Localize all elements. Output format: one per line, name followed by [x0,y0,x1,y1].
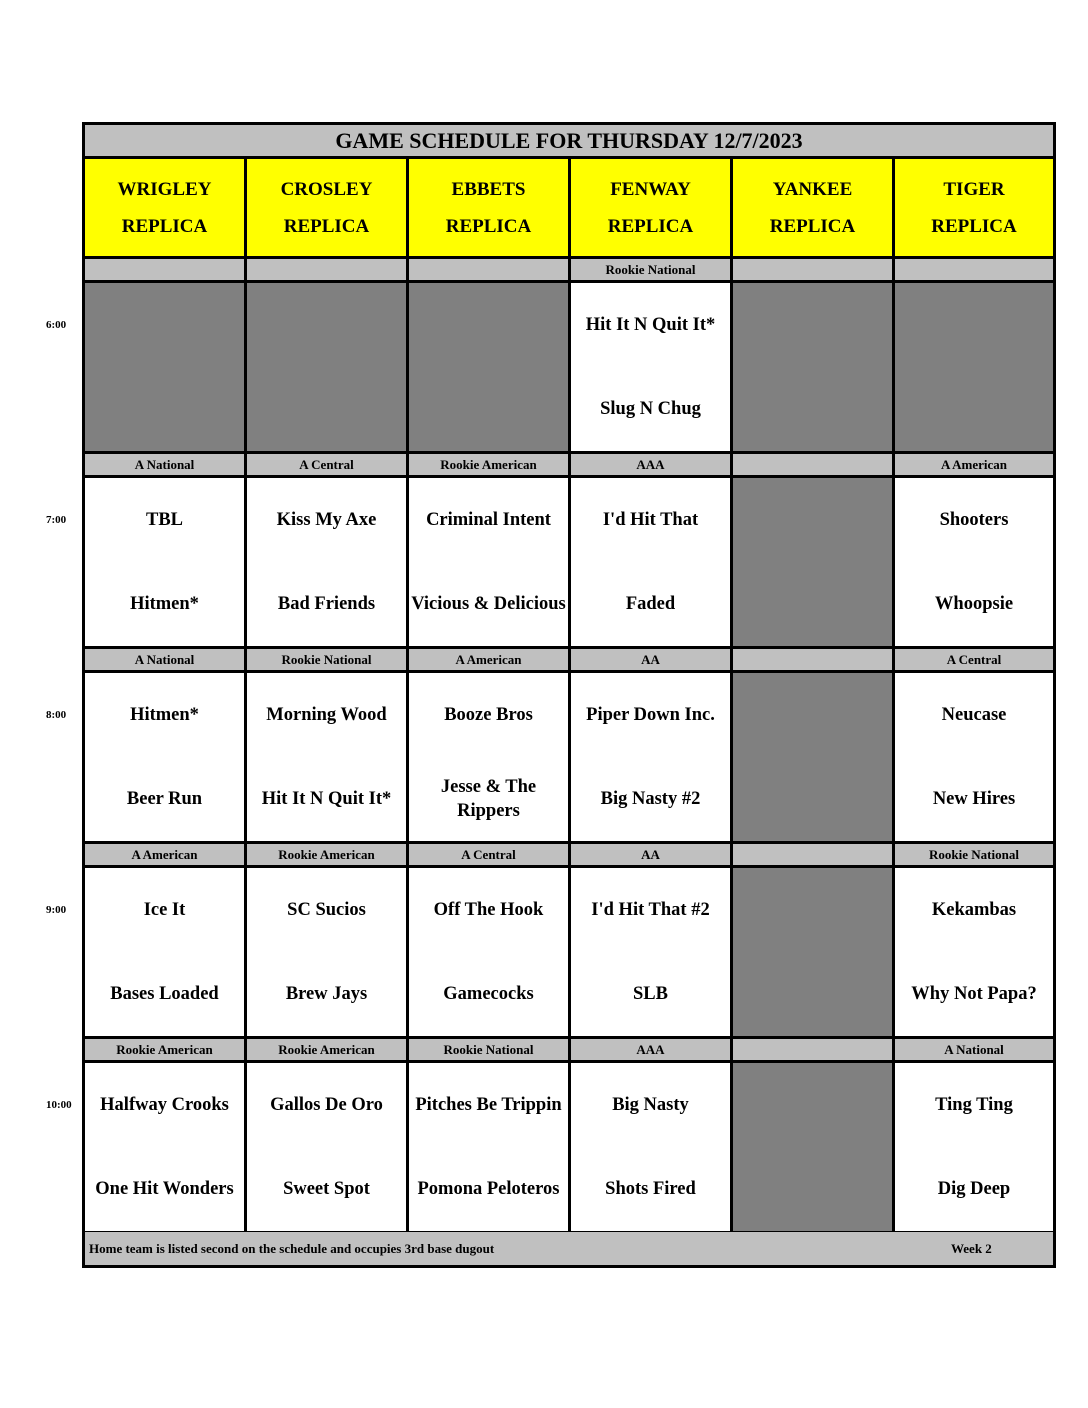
home-team: Jesse & The Rippers [440,777,537,821]
venue-sub: REPLICA [121,215,208,237]
game-cell [895,478,1053,649]
schedule-title: GAME SCHEDULE FOR THURSDAY 12/7/2023 [85,125,1053,159]
time-label: 7:00 [46,514,67,526]
empty-slot [733,283,895,454]
home-team: One Hit Wonders [95,1179,234,1199]
time-label: 8:00 [46,709,67,721]
home-team: Hitmen* [130,594,199,614]
venue-header [247,159,409,259]
away-team: Kiss My Axe [276,510,377,530]
away-team: SC Sucios [287,900,366,920]
home-team: Sweet Spot [283,1179,370,1199]
empty-slot [247,283,409,454]
division-label: A American [409,649,571,673]
division-label [733,259,895,283]
division-label: A Central [409,844,571,868]
division-label: Rookie American [409,454,571,478]
division-row [85,454,1053,478]
division-row [85,1039,1053,1063]
home-team: Gamecocks [443,984,534,1004]
home-team: Bases Loaded [110,984,219,1004]
venue-sub: REPLICA [283,215,370,237]
division-label: AAA [571,1039,733,1063]
game-cell [571,478,733,649]
time-label: 6:00 [46,319,67,331]
venue-sub: REPLICA [931,215,1017,237]
empty-slot [733,868,895,1039]
division-label: A American [85,844,247,868]
division-row [85,649,1053,673]
away-team: Ting Ting [935,1095,1013,1115]
division-label [733,454,895,478]
home-team: Vicious & Delicious [411,594,566,614]
game-cell [85,478,247,649]
game-row [85,283,1053,454]
away-team: Pitches Be Trippin [415,1095,562,1115]
empty-slot [895,283,1053,454]
home-team: Big Nasty #2 [600,789,701,809]
schedule-footer [85,1232,1053,1265]
division-label: Rookie American [85,1039,247,1063]
game-row [85,478,1053,649]
home-team: Slug N Chug [600,399,701,419]
home-team: Faded [625,594,676,614]
venue-name: WRIGLEY [117,178,212,200]
division-label [85,259,247,283]
division-label [895,259,1053,283]
away-team: Piper Down Inc. [586,705,715,725]
division-label [409,259,571,283]
division-label: Rookie National [571,259,733,283]
division-label: A National [895,1039,1053,1063]
venue-sub: REPLICA [445,215,532,237]
game-row [85,1063,1053,1234]
home-team: Beer Run [126,789,203,809]
empty-slot [733,478,895,649]
away-team: Gallos De Oro [270,1095,383,1115]
game-cell [895,673,1053,844]
away-team: Criminal Intent [426,510,551,530]
venue-name: TIGER [943,178,1005,200]
game-cell [247,478,409,649]
away-team: TBL [145,510,184,530]
venue-sub: REPLICA [769,215,856,237]
home-team-note: Home team is listed second on the schedule and occupies 3rd base dugout [89,1240,495,1256]
away-team: Off The Hook [433,900,544,920]
empty-slot [409,283,571,454]
venue-row [85,159,1053,259]
game-cell [409,673,571,844]
home-team: New Hires [932,789,1016,809]
home-team: Bad Friends [277,594,376,614]
game-cell [85,673,247,844]
schedule-table [82,122,1056,1268]
game-cell [571,673,733,844]
division-row [85,844,1053,868]
home-team: Hit It N Quit It* [261,789,392,809]
home-team: Brew Jays [285,984,368,1004]
division-label [733,844,895,868]
game-cell [571,283,733,454]
home-team: Shots Fired [605,1179,696,1199]
venue-header [571,159,733,259]
division-label: Rookie National [247,649,409,673]
week-label: Week 2 [951,1240,992,1256]
division-label: Rookie National [895,844,1053,868]
venue-sub: REPLICA [607,215,694,237]
away-team: Big Nasty [612,1095,689,1115]
venue-name: YANKEE [772,178,853,200]
home-team: Why Not Papa? [911,984,1037,1004]
empty-slot [85,283,247,454]
away-team: Kekambas [931,900,1017,920]
away-team: Ice It [143,900,186,920]
division-label: Rookie American [247,844,409,868]
home-team: Whoopsie [934,594,1014,614]
game-cell [85,1063,247,1234]
venue-header [895,159,1053,259]
empty-slot [733,673,895,844]
game-cell [85,868,247,1039]
time-label: 10:00 [46,1099,72,1111]
home-team: SLB [633,984,668,1004]
away-team: Neucase [941,705,1007,725]
away-team: Booze Bros [444,705,533,725]
game-cell [895,868,1053,1039]
venue-header [85,159,247,259]
venue-name: CROSLEY [280,178,373,200]
game-row [85,673,1053,844]
schedule-grid [85,159,1053,1234]
game-cell [247,1063,409,1234]
division-label: A Central [247,454,409,478]
division-label: A National [85,649,247,673]
time-label: 9:00 [46,904,67,916]
away-team: Morning Wood [266,705,387,725]
away-team: I'd Hit That #2 [591,900,710,920]
division-label [247,259,409,283]
division-label [733,1039,895,1063]
game-cell [409,868,571,1039]
division-label: A American [895,454,1053,478]
away-team: Halfway Crooks [100,1095,229,1115]
away-team: Shooters [939,510,1009,530]
game-cell [571,1063,733,1234]
away-team: I'd Hit That [602,510,699,530]
division-label: A Central [895,649,1053,673]
division-label: A National [85,454,247,478]
division-label: Rookie American [247,1039,409,1063]
venue-header [409,159,571,259]
home-team: Pomona Peloteros [417,1179,560,1199]
venue-name: FENWAY [610,178,691,200]
home-team: Dig Deep [937,1179,1011,1199]
empty-slot [733,1063,895,1234]
away-team: Hitmen* [130,705,199,725]
division-row [85,259,1053,283]
game-cell [409,1063,571,1234]
game-row [85,868,1053,1039]
game-cell [247,868,409,1039]
away-team: Hit It N Quit It* [585,315,716,335]
venue-header [733,159,895,259]
venue-name: EBBETS [451,178,526,200]
division-label: Rookie National [409,1039,571,1063]
division-label: AA [571,844,733,868]
division-label: AAA [571,454,733,478]
game-cell [247,673,409,844]
division-label: AA [571,649,733,673]
game-cell [571,868,733,1039]
game-cell [895,1063,1053,1234]
division-label [733,649,895,673]
game-cell [409,478,571,649]
